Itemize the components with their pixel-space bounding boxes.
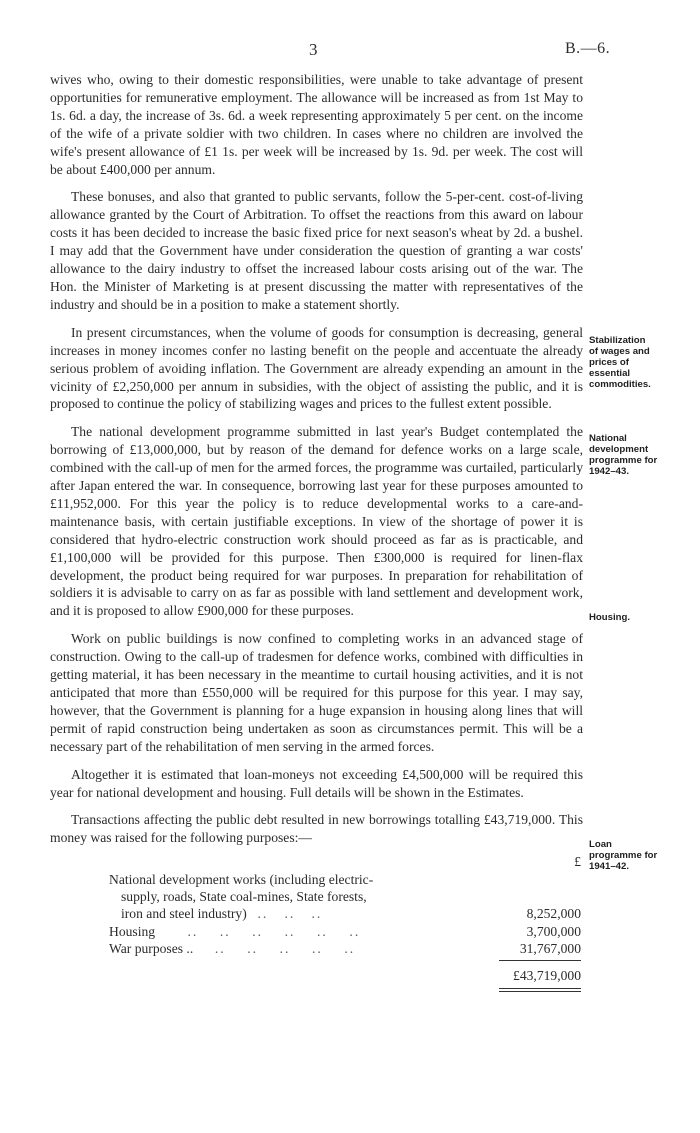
- leader-dots: .. .. .. .. ..: [193, 941, 356, 957]
- row-label: supply, roads, State coal-mines, State forests,: [121, 889, 367, 905]
- row-amount: 31,767,000: [519, 941, 581, 957]
- paragraph: wives who, owing to their domestic responsibilities, were unable to take advantage of present opportunities for remunerative employment. The allowance will be increased as from 1st May to 1s. 6d. a day, the increase of 3s. 6d. a week representing approximately 5 per cent. on the income of the wife of a private soldier with two children. In cases where no children are involved the wife's present allowance of £1 1s. per week will be increased by 1s. 9d. per week. The cost will be about £400,000 per annum.: [50, 72, 583, 177]
- paragraph: Transactions affecting the public debt resulted in new borrowings totalling £43,719,000. This money was raised for the following purposes:—: [50, 812, 583, 846]
- row-amount: 8,252,000: [526, 906, 581, 922]
- paragraph: In present circumstances, when the volume of goods for consumption is decreasing, general increases in money incomes confer no lasting benefit on the people and accentuate the already serious problem of avoiding inflation. The Government are already expending an amount in the vicinity of £2,250,000 per annum in subsidies, with the object of assisting the public, and it is proposed to continue the policy of stabilizing wages and prices to the fullest extent possible.: [50, 324, 583, 412]
- row-label: Housing: [109, 923, 156, 939]
- total-amount: £43,719,000: [513, 967, 581, 983]
- document-body: [50, 71, 583, 992]
- row-label: National development works (including electric-: [109, 871, 374, 887]
- double-rule: [499, 988, 581, 992]
- paragraph: Altogether it is estimated that loan-moneys not exceeding £4,500,000 will be required this year for national development and housing. Full details will be shown in the Estimates.: [50, 766, 583, 800]
- margin-note: Housing.: [589, 612, 631, 623]
- row-label: iron and steel industry): [121, 906, 247, 922]
- table-row: [109, 940, 581, 957]
- margin-note: National development programme for 1942–43.: [589, 433, 658, 477]
- page-number: 3: [309, 40, 318, 59]
- currency-symbol: £: [574, 854, 581, 870]
- paragraph: Work on public buildings is now confined to completing works in an advanced stage of construction. Owing to the call-up of tradesmen for defence works, combined with difficulties in getting material, it has been necessary in the meantime to curtail housing activities, and it is not anticipated that more than £550,000 will be required for this purpose for this year. I may say, however, that the Government is planning for a huge expansion in housing along lines that will permit of rapid construction being undertaken as soon as circumstances permit. This will be a necessary part of the rehabilitation of men serving in the armed forces.: [50, 631, 583, 754]
- borrowing-table: [109, 853, 581, 992]
- margin-note: Loan programme for 1941–42.: [589, 839, 658, 872]
- row-amount: 3,700,000: [526, 923, 581, 939]
- row-label: War purposes ..: [109, 941, 194, 957]
- document-reference: B.—6.: [565, 40, 611, 57]
- paragraph: The national development programme submitted in last year's Budget contemplated the borrowing of £13,000,000, but by reason of the demand for defence works on a large scale, combined with the call-up of men for the armed forces, the programme was curtailed, particularly after Japan entered the war. In consequence, borrowing last year for these purposes amounted to £11,952,000. For this year the policy is to reduce developmental works to a care-and-maintenance basis, with certain justifiable exceptions. In view of the shortage of power it is considered that hydro-electric construction work should proceed as far as is practicable, and £1,100,000 will be provided for this purpose. Then £300,000 is required for linen-flax development, the product being required for war purposes. In preparation for rehabilitation of soldiers it is advisable to carry on as far as possible with land settlement and development work, and it is proposed to allow £900,000 for these purposes.: [50, 424, 583, 619]
- table-row: [109, 871, 581, 923]
- leader-dots: .. .. ..: [246, 906, 323, 922]
- paragraph: These bonuses, and also that granted to public servants, follow the 5-per-cent. cost-of-living allowance granted by the Court of Arbitration. To offset the reactions from this award on labour costs it has been decided to increase the basic fixed price for next season's wheat by 2d. a bushel. I may add that the Government have under consideration the question of granting a war costs' allowance to the dairy industry to offset the increased labour costs arising out of the war. The Hon. the Minister of Marketing is at present discussing the matter with representatives of the industry and should be in a position to make a statement shortly.: [50, 189, 583, 312]
- table-row: [109, 923, 581, 940]
- margin-note: Stabilization of wages and prices of essential commodities.: [589, 335, 651, 390]
- leader-dots: .. .. .. .. .. ..: [155, 923, 361, 939]
